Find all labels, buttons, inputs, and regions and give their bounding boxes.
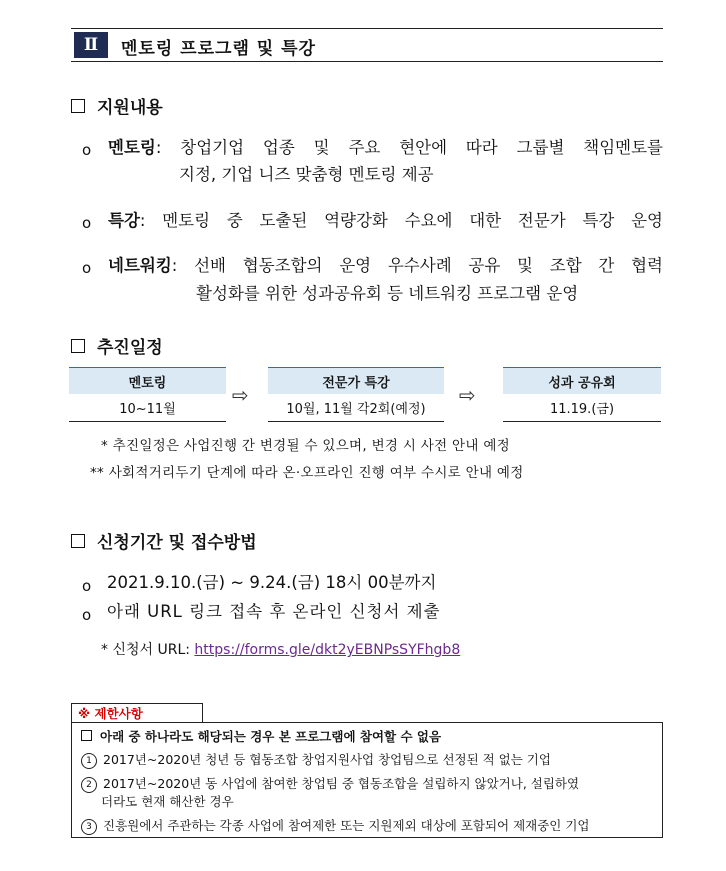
circle-bullet-icon: o	[82, 577, 92, 595]
restriction-item: 3 진흥원에서 주관하는 각종 사업에 참여제한 또는 지원제외 대상에 포함되어 제재중인 기업	[81, 816, 590, 835]
schedule-heading-text: 추진일정	[97, 338, 163, 358]
section-number: Ⅱ	[74, 32, 108, 58]
application-method: 아래 URL 링크 접속 후 온라인 신청서 제출	[107, 602, 441, 621]
square-bullet-icon	[71, 339, 85, 353]
square-bullet-icon	[71, 99, 85, 113]
circle-bullet-icon: o	[82, 214, 92, 232]
support-item-lecture: 특강: 멘토링 중 도출된 역량강화 수요에 대한 전문가 특강 운영	[108, 211, 663, 230]
schedule-step-name: 전문가 특강	[268, 367, 444, 394]
schedule-step-period: 10~11월	[69, 394, 226, 422]
support-item-networking-cont: 활성화를 위한 성과공유회 등 네트워킹 프로그램 운영	[196, 284, 579, 303]
restrictions-intro: 아래 중 하나라도 해당되는 경우 본 프로그램에 참여할 수 없음	[81, 727, 441, 745]
schedule-note: ** 사회적거리두기 단계에 따라 온·오프라인 진행 여부 수시로 안내 예정	[90, 465, 524, 481]
url-label: * 신청서 URL:	[101, 642, 190, 658]
restrictions-box	[71, 722, 663, 838]
schedule-step	[268, 367, 444, 422]
section-title: 멘토링 프로그램 및 특강	[121, 39, 316, 59]
circle-bullet-icon: o	[82, 606, 92, 624]
right-arrow-icon: ⇨	[232, 383, 249, 407]
schedule-heading	[71, 333, 163, 358]
support-item-mentoring-cont: 지정, 기업 니즈 맞춤형 멘토링 제공	[179, 165, 434, 184]
application-period: 2021.9.10.(금) ~ 9.24.(금) 18시 00분까지	[107, 573, 437, 592]
restriction-item: 2 2017년~2020년 동 사업에 참여한 창업팀 중 협동조합을 설립하지 않았거나, 설립하였	[81, 774, 579, 793]
section-header	[71, 28, 663, 62]
support-item-mentoring: 멘토링: 창업기업 업종 및 주요 현안에 따라 그룹별 책임멘토를	[108, 138, 663, 157]
application-url-row	[101, 639, 460, 659]
restrictions-tab: ※ 제한사항	[71, 703, 203, 723]
support-heading	[71, 93, 163, 118]
right-arrow-icon: ⇨	[459, 383, 476, 407]
square-bullet-icon	[71, 534, 85, 548]
support-item-networking: 네트워킹: 선배 협동조합의 운영 우수사례 공유 및 조합 간 협력	[108, 256, 663, 275]
support-item-label: 특강	[108, 211, 140, 230]
schedule-note: * 추진일정은 사업진행 간 변경될 수 있으며, 변경 시 사전 안내 예정	[101, 438, 511, 454]
circled-number-icon: 2	[81, 777, 97, 793]
support-item-label: 멘토링	[108, 138, 156, 157]
restriction-item: 1 2017년~2020년 청년 등 협동조합 창업지원사업 창업팀으로 선정된 적 없는 기업	[81, 750, 551, 769]
support-item-label: 네트워킹	[108, 256, 172, 275]
application-heading-text: 신청기간 및 접수방법	[97, 533, 257, 553]
application-url-link[interactable]: https://forms.gle/dkt2yEBNPsSYFhgb8	[194, 642, 461, 658]
support-heading-text: 지원내용	[97, 98, 163, 118]
schedule-step	[69, 367, 226, 422]
schedule-step-name: 성과 공유회	[503, 367, 661, 394]
restriction-item-cont: 더라도 현재 해산한 경우	[101, 794, 234, 809]
square-bullet-icon	[81, 730, 92, 741]
application-heading	[71, 528, 257, 553]
schedule-step	[503, 367, 661, 422]
circle-bullet-icon: o	[82, 259, 92, 277]
schedule-step-period: 11.19.(금)	[503, 394, 661, 422]
schedule-step-name: 멘토링	[69, 367, 226, 394]
circled-number-icon: 3	[81, 819, 97, 835]
circle-bullet-icon: o	[82, 141, 92, 159]
circled-number-icon: 1	[81, 753, 97, 769]
schedule-step-period: 10월, 11월 각2회(예정)	[268, 394, 444, 422]
